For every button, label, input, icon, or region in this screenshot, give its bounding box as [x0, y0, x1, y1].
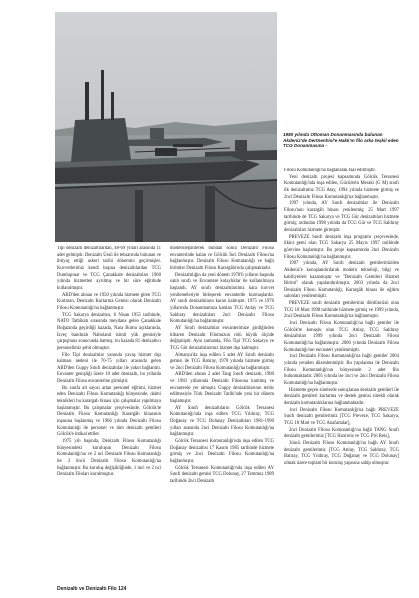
page-footer — [57, 585, 257, 593]
article-paragraph: Almanya'da inşa edilen 5 adet AY Sınıfı denizaltı gemisi ile TCG Batıray, 1978 yılında hizmete girmiş ve 2nci Denizaltı Filosu Komutanlığı'na bağlanmıştır. — [170, 352, 274, 371]
article-paragraph: Gölcük Tersanesi Komutanlığı'nda inşa edilen AY Sınıfı denizaltı gemisi TCG Dolunay, 27 Temmuz 1989 tarihinde 2nci Denizaltı — [170, 465, 274, 484]
article-paragraph: Yeni denizaltı projesi kapsamında Gölcük Tersanesi Komutanlığı'nda inşa edilen, Gücülerin Meraki (G M) sınıfı ilk denizaltımız TCG Atay, 1994 yılında hizmete girmiş ve 2nci Denizaltı Filosu Komutanlığı'na bağlanmıştır. — [284, 174, 399, 200]
article-paragraph: ABD'den alınan 2 adet Tang Sınıfı denizaltı, 1980 ve 1983 yıllarında Denizaltı Filosuna katılmış ve envanterde yer almıştır. Guppy denizaltılarının terhis edilmesiyle Türk Denizaltı Tarihi'nde yeni bir dönem başlamıştır. — [170, 372, 274, 405]
article-paragraph: 2nci Denizaltı Filosu Komutanlığı'na bağlı TANG Sınıfı denizaltı gemilerimiz [TCG Hızırreis ve TCG Piri Reis], — [284, 427, 399, 440]
article-paragraph: 1nci Denizaltı Filosu Komutanlığı'na bağlı PREVEZE Sınıfı denizaltı gemilerimiz [TCG Preveze, TCG Sakarya, TCG 18 Mart ve TCG Anafartalar], — [284, 407, 399, 426]
article-paragraph: modernleştirilerek bundan sonra Denizaltı Filosu envanterinde kalan ve Gölcük İnci Denizaltı Filosu'na bağlanmıştır. Denizaltı Filosu Komutanlığı ve bağlı birimler Denizaltı Filosu Karargâhı'nda çalışmaktadır. — [170, 246, 274, 271]
article-paragraph: AY Sınıfı denizaltıların Gölcük Tersanesi Komutanlığı'nda inşa edilen TCG Yıldıray, TCG Doğanay ve TCG Dolunay Denizaltıları 1981-1990 yılları arasında 2nci Denizaltı Filosu Komutanlığı'na bağlanmıştır. — [170, 405, 274, 438]
article-column-right — [284, 168, 399, 580]
article-paragraph: 3üncü Denizaltı Filosu Komutanlığı'na bağlı AY Sınıfı denizaltı gemilerimiz [TCG Atılay, TCG Saldıray, TCG Batıray, TCG Yıldıray, TCG Doğanay ve TCG Dolunay] olmak üzere toplam bir kuruluş yapısına sahip olmuştur. — [284, 440, 399, 466]
article-paragraph: ABD'den alınan ve 1950 yılında hizmete giren TCG Kurtaran, Denizaltı Kurtarma Gemisi olarak Denizaltı Filosu Komutanlığı'na bağlanmıştır. — [57, 292, 161, 311]
article-paragraph: Gölcük Tersanesi Komutanlığı'nda inşa edilen TCG Doğanay denizaltısı 17 Kasım 1985 tarihinde hizmete girmiş ve 2nci Denizaltı Filosu Komutanlığı'na bağlanmıştır. — [170, 439, 274, 464]
article-paragraph: 1nci Denizaltı Filosu Komutanlığı'na bağlı gemiler ile Gölcük'te konuşlu olan TCG Atılay, TCG Saldıray denizaltıları 1999 yılında 2nci Denizaltı Filosu Komutanlığı'na bağlanmıştır. 2000 yılında Denizaltı Filosu Komutanlığı'nın envanteri yenilenmiştir. — [284, 321, 399, 353]
article-column-middle — [170, 246, 274, 580]
article-paragraph: 1997 yılında, AY Sınıfı denizaltılar ile Denizaltı Filosu'nun karargâh binası yenilenmiş; 25 Mart 1997 tarihinde de TCG Sakarya ve TCG Gür denizaltıları hizmete girmiş; ardından 1998 yılında da TCG Gür ve TCG Saldıray denizaltıları hizmete girmiştir. — [284, 201, 399, 233]
article-paragraph: PREVEZE Sınıfı denizaltı inşa programı çerçevesinde, ilkini gemi olan TCG Sakarya 25 Mayıs 1997 tarihinde görevine başlamıştır. Bu proje kapsamında 2nci Denizaltı Filosu Komutanlığı'na bağlanmıştır. — [284, 234, 399, 260]
article-column-left — [57, 246, 161, 580]
article-paragraph: TCG Sakarya denizaltısı, 6 Nisan 1955 tarihinde, NATO Tatbikatı sırasında meydana gelen Çanakkale Boğazında geçirdiği kazada, Nara Burnu açıklarında, İsveç bandıralı Naboland isimli yük gemisiyle çarpışması sonucunda batmış; bu kazada 81 denizaltıcı personelimiz şehit olmuştur. — [57, 312, 161, 351]
article-paragraph: Bu sınıfa ait sayısı artan personel eğitimi, hizmet eden Denizaltı Filosu Komutanlığı bünyesinde, daimi teknikleri bu karargah binası için çalışmalar yapılmaya başlanmıştır. Bu çalışmalar çerçevesinde, Gölcük'te Denizaltı Filosu Komutanlığı Karargâh binasının inşasına başlanmış ve 1966 yılında Denizaltı Filosu Komutanlığı ile personel ve tüm denizaltı gemileri Gölcük'e intikal ettiler. — [57, 385, 161, 438]
article-paragraph: AY Sınıfı denizaltılar envanterimize girdiğinden itibaren Denizaltı Filomuzun rolü büyük ölçüde değişmiştir. Aynı zamanda, Filo Tipi TCG Sakarya ve TCG Gür denizaltılarımız hizmet dışı kalmıştır. — [170, 325, 274, 351]
historic-submarine-photo — [55, 12, 277, 242]
article-paragraph: Filo Tipi denizaltılar yanında yavaş hizmet dışı kalması nedeni ile 70-75 yılları arasında gelen ABD'den Guppy Sınıfı denizaltılar ile yakın bağlantılı. Envanter genişliği üzere 10 adet denizaltı, bu yıllarda Denizaltı Filosu envanterine girmiştir. — [57, 352, 161, 385]
photo-caption-text: 1980 yılında Ottoman Donanmasında bulunan Akdeniz'de Dertnenhisl'e Hakk'ın filo arka teşkil eden TCG Donanmasına - — [283, 132, 399, 149]
article-paragraph: PREVEZE sınıfı denizaltı gemilerinin dördüncüsü olan TCG 18 Mart 1998 tarihinde hizmete girmiş ve 1999 yılında, 2nci Denizaltı Filosu Komutanlığı'na bağlanmıştır. — [284, 301, 399, 320]
footer-text: Denizaltı ve Denizaltı Filo 124 — [57, 586, 127, 592]
photo-caption — [283, 132, 403, 164]
submarine-photo-illustration — [55, 12, 277, 242]
article-paragraph: Hizmette geçen sürelerde sonuçlanan denizaltı gemileri ile denizaltı gemileri kurtarma ve destek gemisi sürekli olarak denizaltı komutanlıklarına bağlanmaktadır. — [284, 387, 399, 406]
article-paragraph: Denizaltılığın da yeni dönem 1970'li yılların başında satılı sınıfı ve Envantere kolaylıklar ile kullanılmaya başlandı. AY sınıfı denizaltılarımız kara kuvvet yenilemeleriyle birleşerek envanterde kurmuşlardır. AY sınıfı denizaltıların kararı kalmıştır. 1975 ve 1976 yıllarında Donanmamıza katılan TCG Atılay ve TCG Saldıray denizaltıları 2nci Denizaltı Filosu Komutanlığı'na bağlanmıştır. — [170, 272, 274, 325]
article-paragraph: Tipi denizaltı denizaltılardan, 48-69 yılları arasında 11 adet gelmiştir. Denizaltı Üssü ile tehsarında bulunan ve ihtiyaç ettiği askeri tarihi dönemini geçirmişler. Kuvvetlerimiz kendi başına denizaltılardan TCG Dumlupınar ve TCG Çanakkale denizaltıları 1960 yılında hizmetten ayrılmış ve bir süre eğitimde kullanılmıştır. — [57, 246, 161, 291]
article-paragraph: Filosu Komutanlığı'na bağlanarak faal edilmiştir. — [284, 168, 376, 173]
article-paragraph: 1997 yılında, AY Sınıfı denizaltı gemilerimizden Akdeniz'e konuşlandırılarak modern teknoloji, bilgi ve kabiliyetleri kazanmıştır ve "Denizaltı Gemileri Hizmet Birimi" olarak yapılandırılmıştır. 2003 yılında da 2nci Denizaltı Filosu Komutanlığı, Karargâh binası ile eğitim salonları yenilenmiştir. — [284, 261, 399, 300]
article-paragraph: 1975 yılı başında, Denizaltı Filosu Komutanlığı bünyesindeki kuruluşun Denizaltı Filosu Komutanlığı'na ve 2 nci Denizaltı Filosu Komutanlığı ile 3 üncü Denizaltı Filosu Komutanlığı'na bağlanmıştır. Bu kuruluş değişikliğinde, 1 inci ve 2 nci Denizaltı Filoları kurulmuştur. — [57, 439, 161, 478]
article-paragraph: 1nci Denizaltı Filosu Komutanlığı'na bağlı gemiler 2004 yılında yeniden düzenlenmiştir. Bu yapılanma ile Denizaltı Filosu Komutanlığı'nın bünyesinde 2 adet filo bulunmaktadır. 2005 yılında ise 1nci ve 2nci Denizaltı Filosu Komutanlığı'na bağlanmıştır. — [284, 354, 399, 386]
